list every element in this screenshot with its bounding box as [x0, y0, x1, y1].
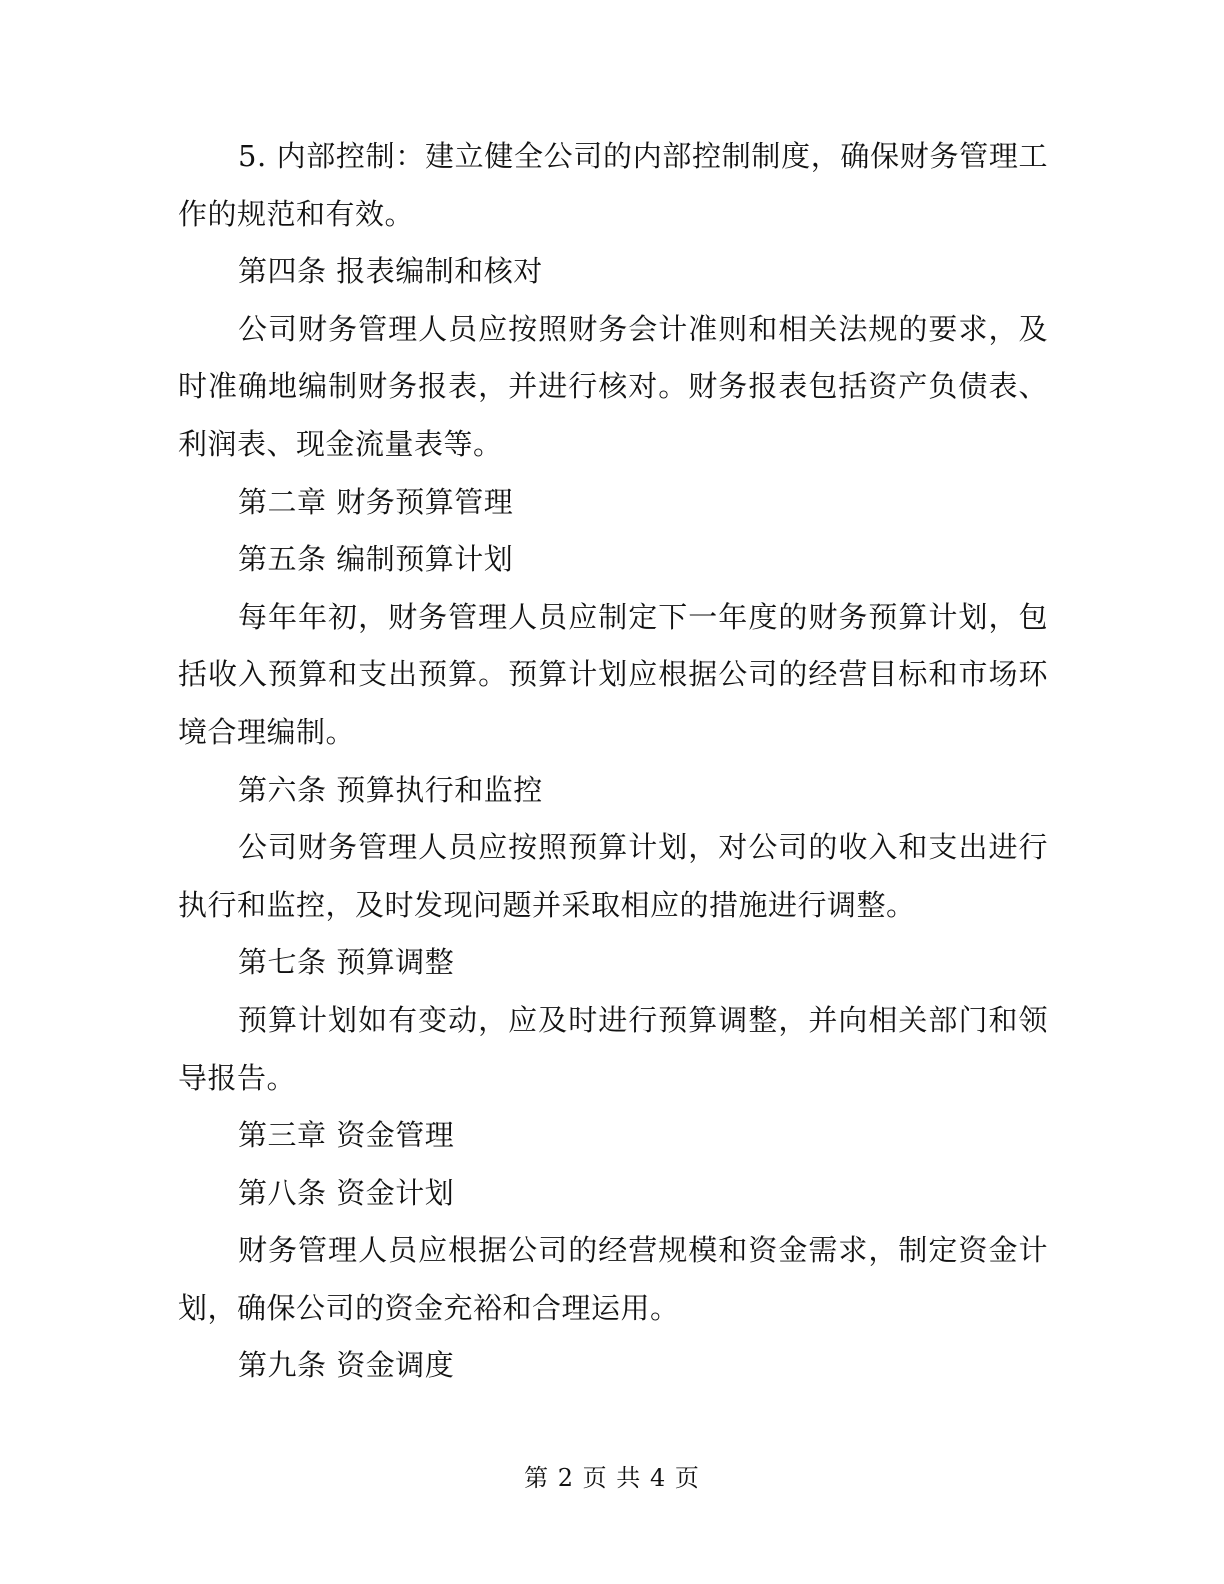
- paragraph-internal-control: 5. 内部控制：建立健全公司的内部控制制度，确保财务管理工作的规范和有效。: [178, 139, 1048, 231]
- paragraph-budget-adjustment: 预算计划如有变动，应及时进行预算调整，并向相关部门和领导报告。: [178, 1002, 1048, 1095]
- article-7-heading: 第七条 预算调整: [238, 945, 455, 980]
- page-number-footer: 第 2 页 共 4 页: [524, 1464, 700, 1492]
- article-6-heading: 第六条 预算执行和监控: [238, 772, 543, 807]
- paragraph-budget-plan: 每年年初，财务管理人员应制定下一年度的财务预算计划，包括收入预算和支出预算。预算计划应根据公司的经营目标和市场环境合理编制。: [178, 599, 1048, 749]
- paragraph-fund-plan: 财务管理人员应根据公司的经营规模和资金需求，制定资金计划，确保公司的资金充裕和合理运用。: [178, 1233, 1048, 1325]
- article-5-heading: 第五条 编制预算计划: [238, 542, 514, 577]
- chapter-2-heading: 第二章 财务预算管理: [238, 484, 514, 519]
- paragraph-budget-execution: 公司财务管理人员应按照预算计划，对公司的收入和支出进行执行和监控，及时发现问题并采取相应的措施进行调整。: [178, 830, 1048, 922]
- document-body: [178, 128, 1048, 1395]
- article-4-heading: 第四条 报表编制和核对: [238, 254, 543, 289]
- chapter-3-heading: 第三章 资金管理: [238, 1118, 455, 1153]
- paragraph-report-preparation: 公司财务管理人员应按照财务会计准则和相关法规的要求，及时准确地编制财务报表，并进行核对。财务报表包括资产负债表、利润表、现金流量表等。: [178, 311, 1048, 461]
- article-8-heading: 第八条 资金计划: [238, 1175, 455, 1210]
- article-9-heading: 第九条 资金调度: [238, 1348, 455, 1383]
